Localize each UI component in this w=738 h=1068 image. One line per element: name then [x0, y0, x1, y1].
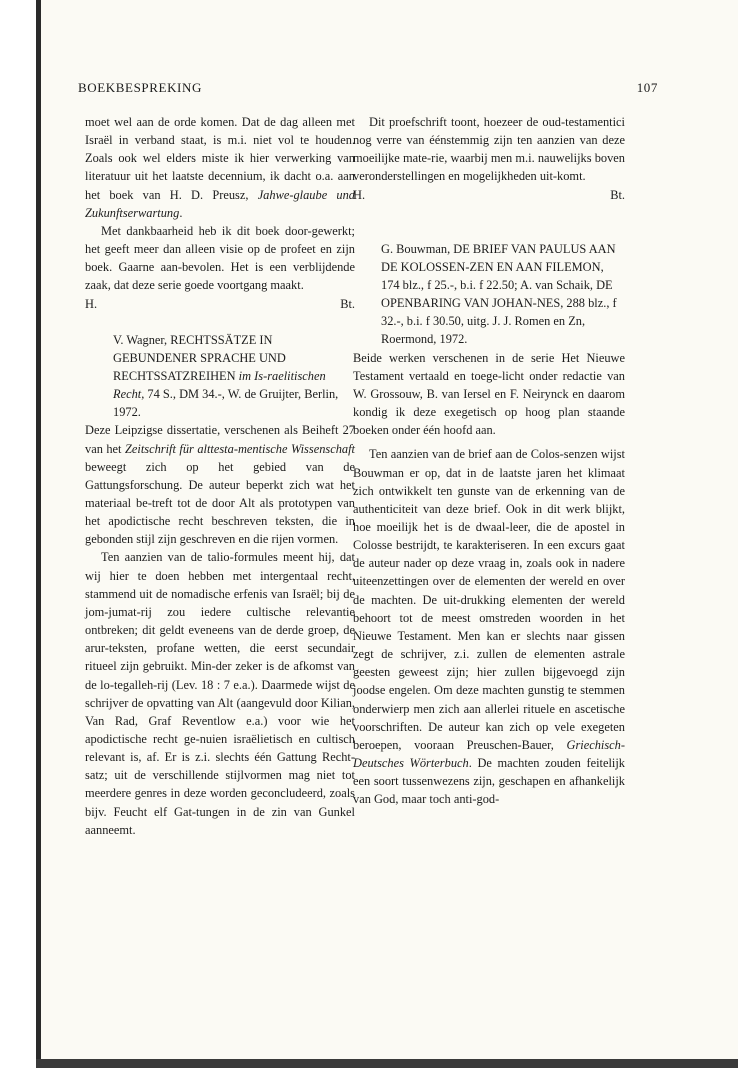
- reviewer-name: Bt.: [340, 296, 355, 311]
- book-reference-bouwman: G. Bouwman, DE BRIEF VAN PAULUS AAN DE KOLOSSEN-ZEN EN AAN FILEMON, 174 blz., f 25.-, b.i. f 22.50; A. van Schaik, DE OPENBARING VAN JOHAN-NES, 288 blz., f 32.-, b.i. f 30.50, uitg. J. J. Romen en Zn, Roermond, 1972.: [381, 241, 617, 347]
- scan-margin-left: [0, 0, 41, 1068]
- dictionary-title: Griechisch-Deutsches Wörterbuch: [353, 737, 625, 770]
- running-head: [78, 80, 658, 100]
- reviewer-initial: H.: [353, 187, 366, 202]
- right-paragraph-3: Ten aanzien van de brief aan de Colos-senzen wijst Bouwman er op, dat in de laatste jaren het klimaat zich ontwikkelt ten gunste van de erkenning van de authenticiteit van deze brief. Ook in dit werk blijkt, hoe moeilijk het is de dwaal-leer, die de apostel in Colosse bestrijdt, te karakteriseren. In een excurs gaat de auteur nader op deze vraag in, zoals ook in nadere uiteenzettingen over de elementen der wereld en over de machten. De uit-drukking elementen der wereld behoort tot de meest omstreden woorden in het Nieuwe Testament. Men kan er slechts naar gissen zegt de schrijver, z.i. zullen de elementen astrale geesten geweest zijn; hier zullen bijgevoegd zijn joodse engelen. Om deze machten gunstig te stemmen onderwierp men zich aan allerlei rituele en ascetische voorschriften. De auteur kan zich op vele exegeten beroepen, vooraan Preuschen-Bauer, Griechisch-Deutsches Wörterbuch. De machten zouden feitelijk een soort tussenwezens zijn, geschapen en afhankelijk van God, maar toch anti-god-: [353, 447, 625, 807]
- reviewer-initial: H.: [85, 296, 98, 311]
- scan-margin-bottom: [36, 1059, 738, 1068]
- right-paragraph-1: Dit proefschrift toont, hoezeer de oud-testamentici nog verre van éénstemmig zijn ten aanzien van deze moeilijke mate-rie, waarbij men m.i. nauwelijks boven veronderstellingen en mogelijkheden uit-komt.: [353, 115, 625, 184]
- journal-title: Zeitschrift für alttesta-mentische Wissenschaft: [124, 441, 355, 456]
- right-paragraph-2: Beide werken verschenen in de serie Het Nieuwe Testament vertaald en toege-licht onder redactie van W. Grossouw, B. van Iersel en F. Neirynck en daarom kondig ik deze exegetisch op hoog plan staande boeken onder één hoofd aan.: [353, 350, 625, 438]
- left-paragraph-2: Met dankbaarheid heb ik dit boek door-gewerkt; het geeft meer dan alleen visie op de profeet en zijn boek. Gaarne aan-bevolen. Het is een verblijdende zaak, dat deze serie goede voortgang maakt.: [85, 223, 355, 293]
- page-number: 107: [636, 80, 658, 95]
- reviewer-name: Bt.: [610, 187, 625, 202]
- left-paragraph-4: Ten aanzien van de talio-formules meent hij, dat wij hier te doen hebben met intergentaal recht, stammend uit de nomadische erfenis van Israël; bij de jom-jumat-rij zou iedere cultische relevantie ontbreken; dit geldt eveneens van de derde groep, de arur-teksten, profane wetten, die eerst secundair ritueel zijn gebruikt. Min-der zeker is de afkomst van de lo-tegalleh-rij (Lev. 18 : 7 e.a.). Daarmede wijst de schrijver de opvatting van Alt (aangevuld door Kilian, Van Rad, Graf Reventlow e.a.) voor wie het apodictische recht ge-nuien israëlietisch en cultisch relevant is, af. Er is z.i. slechts één Gattung Recht-satz; uit de verschillende stijlvormen mag niet tot meerdere genres in deze worden geconcludeerd, zoals bijv. Feucht elf Gat-tungen in de zin van Gunkel aanneemt.: [85, 550, 355, 837]
- book-subtitle: im Is-raelitischen Recht: [113, 368, 326, 402]
- running-head-title: BOEKBESPREKING: [78, 80, 202, 95]
- left-paragraph-3: Deze Leipzigse dissertatie, verschenen als Beiheft 27 van het Zeitschrift für alttesta-mentische Wissenschaft beweegt zich op het gebied van de Gattungsforschung. De auteur beperkt zich wat het materiaal be-treft tot de door Alt als prototypen van het apodictische recht beschreven teksten, die in gebonden stijl zijn geschreven en die rijen vormen.: [85, 423, 355, 547]
- reviewer-signature-2: [353, 186, 625, 204]
- left-paragraph-1: moet wel aan de orde komen. Dat de dag alleen met Israël in verband staat, is m.i. niet vol te houden. Zoals ook wel elders miste ik hier verwerking van literatuur uit het laatste decennium, ik dacht o.a. aan het boek van H. D. Preusz, Jahwe-glaube und Zukunftserwartung.: [85, 115, 356, 220]
- book-reference-wagner: V. Wagner, RECHTSSÄTZE IN GEBUNDENER SPRACHE UND RECHTSSATZREIHEN im Is-raelitischen Recht, 74 S., DM 34.-, W. de Gruijter, Berlin, 1972.: [113, 332, 339, 420]
- left-column: [85, 113, 355, 839]
- book-title: Jahwe-glaube und Zukunftserwartung: [85, 187, 356, 220]
- reviewer-signature-1: [85, 295, 355, 313]
- right-column: [353, 113, 625, 808]
